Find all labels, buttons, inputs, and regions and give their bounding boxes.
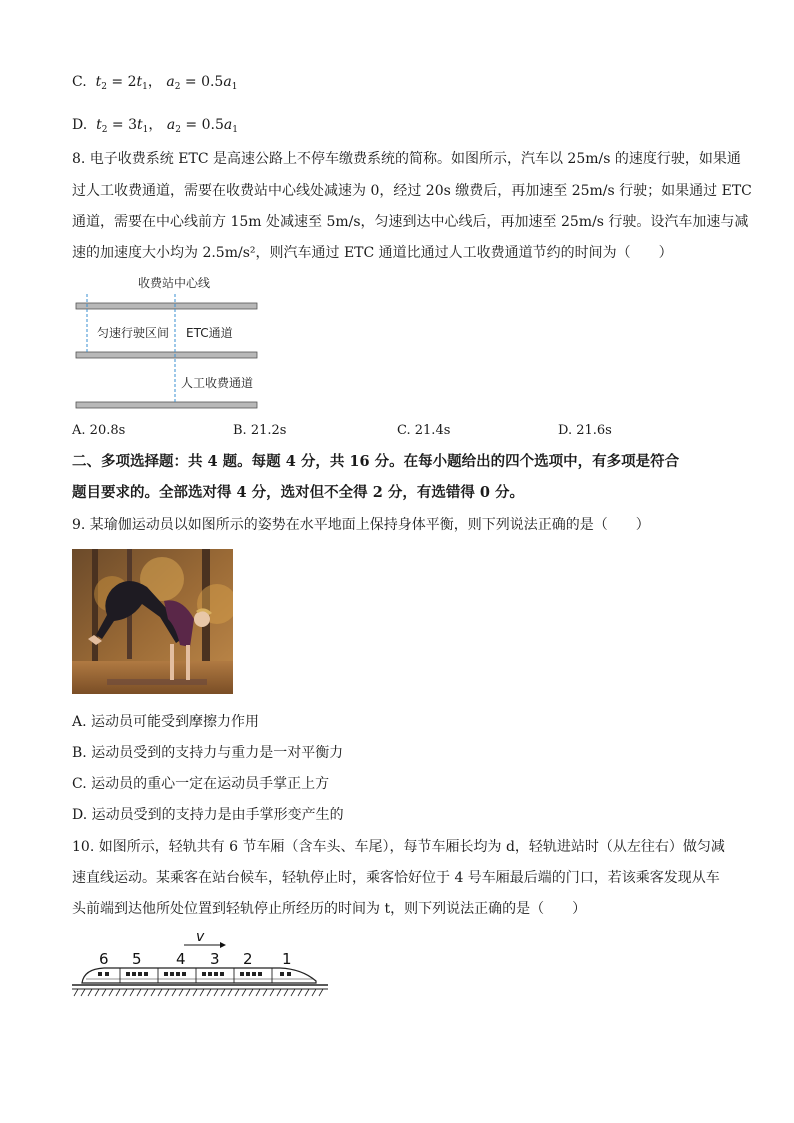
yoga-photo	[72, 549, 233, 694]
q8-option-d: D. 21.6s	[558, 423, 612, 438]
car-number-5: 5	[132, 950, 142, 968]
q7-option-c-t-coeff: 2	[127, 74, 137, 90]
q7-option-d-letter: D.	[72, 117, 88, 133]
q7-option-c: C. $t_2 = 2t_1$， $a_2 = 0.5a_1$	[72, 74, 238, 92]
q9-option-a: A. 运动员可能受到摩擦力作用	[72, 714, 260, 730]
velocity-arrow-head	[220, 942, 226, 948]
q10-stem-line-2: 速直线运动。某乘客在站台候车，轻轨停止时，乘客恰好位于 4 号车厢最后端的门口，若该乘客发现从车	[72, 870, 720, 886]
car-number-6: 6	[99, 950, 109, 968]
q8-stem-line-2: 过人工收费通道，需要在收费站中心线处减速为 0，经过 20s 缴费后，再加速至 25m/s 行驶；如果通过 ETC	[72, 183, 752, 199]
q9-stem: 9. 某瑜伽运动员以如图所示的姿势在水平地面上保持身体平衡，则下列说法正确的是（ ）	[72, 517, 650, 533]
section2-heading-line-1: 二、多项选择题：共 4 题。每题 4 分，共 16 分。在每小题给出的四个选项中，有多项是符合	[72, 453, 680, 470]
q9-option-d: D. 运动员受到的支持力是由手掌形变产生的	[72, 807, 344, 823]
q8-option-b: B. 21.2s	[233, 423, 287, 438]
q8-stem-line-3: 通道，需要在中心线前方 15m 处减速至 5m/s，匀速到达中心线后，再加速至 25m/s 行驶。设汽车加速与减	[72, 214, 749, 230]
manual-lane-label: 人工收费通道	[181, 376, 254, 390]
q7-option-c-letter: C.	[72, 74, 87, 90]
q7-option-d-t-coeff: 3	[128, 117, 138, 133]
q7-option-d: D. $t_2 = 3t_1$， $a_2 = 0.5a_1$	[72, 117, 238, 135]
etc-lane-label: ETC通道	[186, 326, 233, 340]
section2-heading-line-2: 题目要求的。全部选对得 4 分，选对但不全得 2 分，有选错得 0 分。	[72, 484, 525, 501]
car-number-4: 4	[176, 950, 186, 968]
car-number-1: 1	[282, 950, 292, 968]
q8-option-a: A. 20.8s	[72, 423, 126, 438]
velocity-label: v	[196, 929, 205, 945]
q8-stem-line-4: 速的加速度大小均为 2.5m/s²，则汽车通过 ETC 通道比通过人工收费通道节约的时间为（ ）	[72, 245, 673, 261]
q8-stem-line-1: 8. 电子收费系统 ETC 是高速公路上不停车缴费系统的简称。如图所示，汽车以 25m/s 的速度行驶，如果通	[72, 151, 741, 167]
q10-train-diagram	[70, 925, 335, 1005]
car-number-3: 3	[210, 950, 220, 968]
uniform-zone-label: 匀速行驶区间	[97, 326, 170, 340]
q8-etc-diagram	[70, 270, 270, 415]
car-number-2: 2	[243, 950, 253, 968]
q7-option-c-a-coeff: 0.5	[201, 74, 224, 90]
q9-option-c: C. 运动员的重心一定在运动员手掌正上方	[72, 776, 330, 792]
q8-option-c: C. 21.4s	[397, 423, 451, 438]
q7-option-d-a-coeff: 0.5	[201, 117, 224, 133]
q9-option-b: B. 运动员受到的支持力与重力是一对平衡力	[72, 745, 344, 761]
ground-hatching	[74, 989, 323, 996]
lane-bottom-bar	[76, 402, 257, 408]
q10-stem-line-1: 10. 如图所示，轻轨共有 6 节车厢（含车头、车尾），每节车厢长均为 d，轻轨进站时（从左往右）做匀减	[72, 839, 725, 855]
center-line-label: 收费站中心线	[138, 276, 211, 290]
lane-middle-bar	[76, 352, 257, 358]
q10-stem-line-3: 头前端到达他所处位置到轻轨停止所经历的时间为 t，则下列说法正确的是（ ）	[72, 901, 587, 917]
lane-top-bar	[76, 303, 257, 309]
